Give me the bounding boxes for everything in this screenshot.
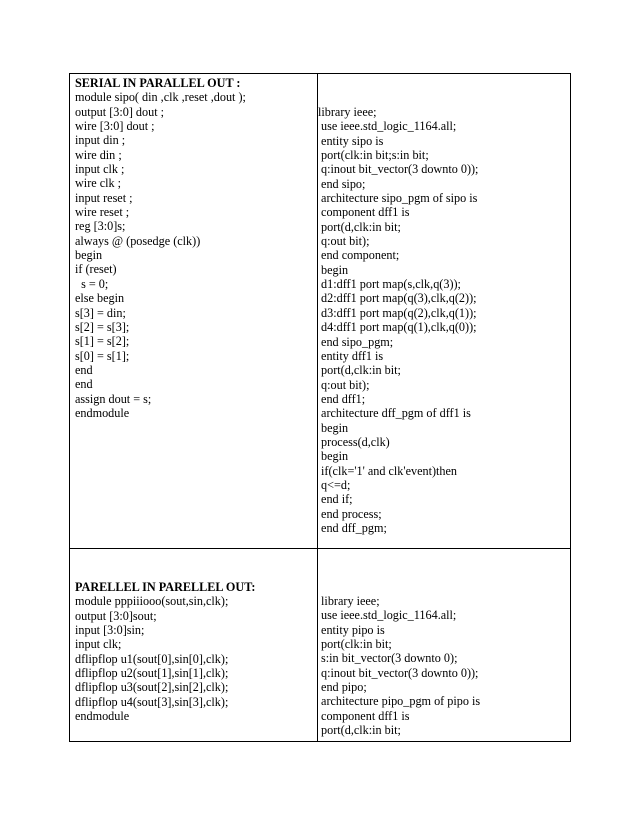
verilog-code-line: input [3:0]sin; [75, 623, 145, 638]
code-table [69, 73, 571, 742]
vhdl-code-line: entity sipo is [318, 133, 384, 148]
vhdl-code-line: entity pipo is [318, 622, 385, 637]
vhdl-code-line: begin [318, 449, 349, 464]
verilog-code-line: s[0] = s[1]; [75, 348, 130, 363]
vhdl-code-line: port(d,clk:in bit; [318, 219, 401, 234]
vhdl-code-line: end process; [318, 506, 382, 521]
vhdl-code-line: component dff1 is [318, 708, 410, 723]
verilog-code-line: output [3:0]sout; [75, 608, 157, 623]
vhdl-code-line: port(d,clk:in bit; [318, 723, 401, 738]
verilog-code-line: wire clk ; [75, 176, 122, 191]
vhdl-code-line: q<=d; [318, 477, 351, 492]
verilog-code-line: s[3] = din; [75, 305, 126, 320]
vhdl-code-line: end sipo_pgm; [318, 334, 394, 349]
verilog-code-line: module pppiiiooo(sout,sin,clk); [75, 594, 229, 609]
verilog-code-line: if (reset) [75, 262, 117, 277]
vhdl-code-line: architecture pipo_pgm of pipo is [318, 694, 481, 709]
verilog-code-line: wire [3:0] dout ; [75, 119, 155, 134]
pipo-verilog-cell [70, 549, 318, 742]
sipo-verilog-cell [70, 74, 318, 549]
vhdl-code-line: component dff1 is [318, 205, 410, 220]
verilog-code-line: wire reset ; [75, 205, 130, 220]
section-heading-pipo: PARELLEL IN PARELLEL OUT: [75, 580, 256, 594]
verilog-code-line: begin [75, 248, 103, 263]
verilog-code-line: input clk ; [75, 162, 125, 177]
verilog-code-line: wire din ; [75, 147, 122, 162]
vhdl-code-line: d2:dff1 port map(q(3),clk,q(2)); [318, 291, 477, 306]
vhdl-code-line: end dff1; [318, 391, 366, 406]
vhdl-code-line: architecture sipo_pgm of sipo is [318, 191, 478, 206]
section-heading-sipo: SERIAL IN PARALLEL OUT : [75, 76, 241, 90]
verilog-code-line: end [75, 377, 93, 392]
vhdl-code-line: q:inout bit_vector(3 downto 0)); [318, 665, 479, 680]
vhdl-code-line: port(clk:in bit;s:in bit; [318, 148, 429, 163]
verilog-code-line: endmodule [75, 709, 130, 724]
vhdl-code-line: library ieee; [318, 594, 380, 608]
verilog-code-line: dflipflop u3(sout[2],sin[2],clk); [75, 680, 229, 695]
vhdl-code-line: end if; [318, 492, 353, 507]
verilog-code-line: s = 0; [75, 276, 109, 291]
verilog-code-line: assign dout = s; [75, 391, 152, 406]
verilog-code-line: s[1] = s[2]; [75, 334, 130, 349]
verilog-code-line: input clk; [75, 637, 122, 652]
vhdl-code-line: q:out bit); [318, 377, 370, 392]
verilog-code-line: reg [3:0]s; [75, 219, 126, 234]
vhdl-code-line: end sipo; [318, 176, 366, 191]
vhdl-code-line: process(d,clk) [318, 434, 390, 449]
verilog-code-line: end [75, 362, 93, 377]
vhdl-code-line: if(clk='1' and clk'event)then [318, 463, 458, 478]
vhdl-code-line: use ieee.std_logic_1164.all; [318, 608, 457, 623]
verilog-code-line: module sipo( din ,clk ,reset ,dout ); [75, 90, 246, 105]
vhdl-code-line: entity dff1 is [318, 348, 384, 363]
vhdl-code-line: architecture dff_pgm of dff1 is [318, 406, 471, 421]
vhdl-code-line: begin [318, 262, 349, 277]
vhdl-code-line: d4:dff1 port map(q(1),clk,q(0)); [318, 320, 477, 335]
verilog-code-line: input din ; [75, 133, 126, 148]
vhdl-code-line: port(clk:in bit; [318, 637, 392, 652]
verilog-code-line: dflipflop u1(sout[0],sin[0],clk); [75, 651, 229, 666]
verilog-code-line: endmodule [75, 405, 130, 420]
vhdl-code-line: d1:dff1 port map(s,clk,q(3)); [318, 277, 461, 292]
vhdl-code-line: library ieee; [318, 105, 377, 119]
vhdl-code-line: port(d,clk:in bit; [318, 363, 401, 378]
vhdl-code-line: begin [318, 420, 349, 435]
verilog-code-line: input reset ; [75, 190, 133, 205]
sipo-vhdl-cell [318, 74, 571, 549]
pipo-vhdl-cell [318, 549, 571, 742]
verilog-code-line: dflipflop u2(sout[1],sin[1],clk); [75, 666, 229, 681]
table-row-pipo [70, 549, 571, 742]
vhdl-code-line: q:out bit); [318, 234, 370, 249]
table-row-sipo [70, 74, 571, 549]
vhdl-code-line: end dff_pgm; [318, 520, 387, 535]
vhdl-code-line: d3:dff1 port map(q(2),clk,q(1)); [318, 305, 477, 320]
verilog-code-line: s[2] = s[3]; [75, 319, 130, 334]
verilog-code-line: always @ (posedge (clk)) [75, 233, 201, 248]
vhdl-code-line: q:inout bit_vector(3 downto 0)); [318, 162, 479, 177]
vhdl-code-line: end component; [318, 248, 400, 263]
vhdl-code-line: use ieee.std_logic_1164.all; [318, 119, 457, 134]
verilog-code-line: output [3:0] dout ; [75, 104, 165, 119]
vhdl-code-line: end pipo; [318, 680, 367, 695]
verilog-code-line: else begin [75, 291, 125, 306]
vhdl-code-line: s:in bit_vector(3 downto 0); [318, 651, 458, 666]
verilog-code-line: dflipflop u4(sout[3],sin[3],clk); [75, 694, 229, 709]
